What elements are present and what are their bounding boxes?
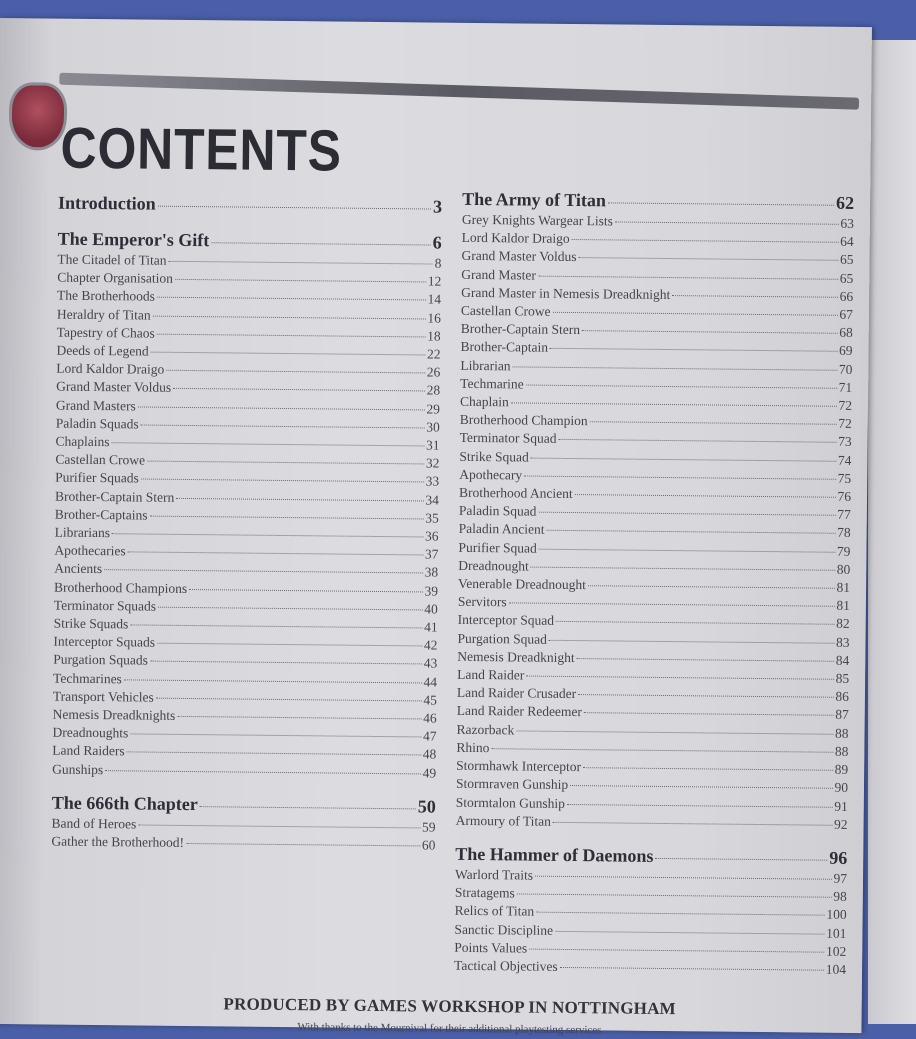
toc-label: Deeds of Legend [56, 342, 149, 359]
toc-page-number: 78 [837, 525, 851, 541]
dot-leader [158, 206, 431, 210]
toc-label: Librarian [460, 357, 511, 373]
toc-label: Brotherhood Champion [459, 412, 588, 429]
toc-label: Chaplains [55, 433, 110, 450]
toc-page-number: 47 [422, 728, 437, 744]
toc-entry-row [454, 957, 846, 979]
toc-page-number: 101 [826, 925, 847, 941]
dot-leader [147, 461, 424, 465]
toc-page-number: 35 [425, 510, 439, 526]
dot-leader [584, 713, 833, 717]
dot-leader [526, 384, 837, 388]
toc-label: Brother-Captain Stern [54, 488, 175, 505]
toc-page-number: 38 [424, 564, 439, 581]
toc-label: Sanctic Discipline [454, 921, 554, 938]
toc-page-number: 104 [825, 961, 847, 977]
toc-page-number: 49 [422, 765, 437, 781]
dot-leader [555, 930, 824, 934]
toc-label: Paladin Squad [458, 503, 537, 519]
toc-page-number: 33 [425, 473, 440, 490]
toc-page-number: 96 [829, 847, 848, 868]
dot-leader [153, 315, 426, 319]
toc-page-number: 12 [427, 273, 442, 289]
toc-page-number: 91 [834, 798, 848, 814]
toc-label: Band of Heroes [51, 815, 137, 832]
toc-label: Nemesis Dreadknights [52, 706, 176, 723]
toc-label: Brother-Captains [54, 506, 148, 523]
toc-page-number: 39 [424, 583, 439, 599]
dot-leader [157, 297, 426, 301]
toc-label: Purifier Squad [458, 539, 537, 556]
dot-leader [516, 730, 833, 734]
toc-page-number: 30 [426, 419, 440, 435]
toc-page-number: 73 [838, 434, 852, 450]
dot-leader [157, 643, 422, 647]
dot-leader [549, 639, 834, 643]
toc-page-number: 63 [840, 215, 854, 231]
dot-leader [570, 785, 832, 789]
toc-label: Chaplain [459, 393, 509, 410]
toc-page-number: 16 [427, 310, 441, 326]
dot-leader [166, 370, 425, 374]
toc-label: Stratagems [454, 884, 515, 901]
dot-leader [524, 475, 836, 479]
toc-label: Heraldry of Titan [56, 306, 151, 323]
dot-leader [572, 239, 839, 243]
toc-label: Ancients [54, 561, 103, 577]
toc-label: The Citadel of Titan [57, 251, 167, 268]
dot-leader [577, 658, 834, 662]
toc-label: Techmarines [53, 670, 122, 686]
toc-label: Terminator Squad [459, 430, 557, 447]
credits-subtext: With thanks to the Mournival for their additional playtesting services [297, 1021, 602, 1037]
toc-page-number: 41 [424, 619, 438, 635]
toc-page-number: 31 [425, 437, 440, 453]
decorative-top-border [59, 73, 859, 110]
toc-page-number: 79 [836, 543, 851, 559]
dot-leader [655, 858, 827, 861]
toc-label: Armoury of Titan [455, 812, 551, 829]
toc-page-number: 97 [833, 870, 848, 886]
toc-page-number: 43 [423, 655, 438, 672]
toc-page-number: 82 [836, 616, 850, 632]
toc-label: Gather the Brotherhood! [51, 833, 185, 851]
dot-leader [590, 421, 837, 425]
toc-label: Land Raider [457, 666, 525, 683]
toc-page-number: 8 [434, 255, 442, 271]
page-title: CONTENTS [60, 115, 343, 184]
toc-page-number: 65 [839, 252, 854, 268]
toc-label: Castellan Crowe [55, 451, 146, 468]
dot-leader [535, 876, 831, 880]
toc-page-number: 3 [432, 196, 443, 217]
toc-label: Apothecaries [54, 542, 126, 559]
toc-page-number: 102 [825, 943, 847, 959]
toc-label: Grand Master [461, 266, 537, 283]
toc-page-number: 14 [427, 291, 442, 308]
toc-label: Brother-Captain Stern [460, 321, 581, 338]
dot-leader [176, 498, 423, 502]
toc-label: Introduction [57, 192, 156, 214]
toc-label: Paladin Ancient [458, 521, 545, 538]
toc-label: Interceptor Squad [457, 612, 555, 629]
dot-leader [588, 585, 835, 589]
toc-label: Apothecary [459, 466, 523, 483]
toc-label: Rhino [456, 739, 490, 756]
toc-page-number: 36 [425, 528, 439, 544]
dot-leader [539, 548, 835, 552]
toc-page-number: 26 [426, 364, 441, 380]
toc-label: Techmarine [460, 375, 524, 392]
dot-leader [151, 352, 425, 356]
dot-leader [529, 948, 824, 952]
dot-leader [175, 279, 426, 283]
toc-page-number: 81 [836, 598, 850, 614]
toc-page-number: 88 [834, 743, 849, 759]
dot-leader [559, 439, 837, 443]
toc-label: Stormtalon Gunship [455, 794, 566, 811]
toc-page-number: 62 [836, 192, 855, 213]
dot-leader [582, 330, 837, 334]
toc-right-column [454, 187, 854, 979]
toc-page-number: 42 [423, 637, 438, 653]
toc-label: Transport Vehicles [52, 688, 154, 705]
toc-page-number: 50 [417, 796, 436, 817]
toc-page-number: 72 [838, 397, 853, 413]
toc-label: Interceptor Squads [53, 633, 156, 650]
toc-label: Servitors [457, 594, 507, 610]
toc-page-number: 28 [426, 382, 441, 399]
toc-label: Stormraven Gunship [455, 776, 569, 793]
dot-leader [157, 333, 425, 337]
toc-page-number: 66 [839, 288, 854, 304]
dot-leader [536, 912, 824, 916]
toc-page-number: 70 [838, 361, 853, 377]
toc-label: Purgation Squads [53, 652, 148, 669]
dot-leader [130, 624, 422, 628]
toc-page-number: 100 [826, 907, 847, 923]
toc-page-number: 69 [838, 343, 853, 359]
dot-leader [128, 552, 423, 556]
book-page [0, 18, 872, 1037]
dot-leader [112, 442, 424, 446]
toc-page-number: 37 [424, 546, 439, 562]
toc-label: Stormhawk Interceptor [456, 757, 582, 775]
dot-leader [186, 843, 420, 846]
toc-label: Razorback [456, 721, 515, 738]
dot-leader [575, 494, 836, 498]
toc-label: Grand Master Voldus [56, 379, 172, 396]
toc-page-number: 81 [836, 579, 851, 595]
toc-page-number: 85 [835, 670, 850, 687]
toc-page-number: 18 [427, 328, 441, 344]
toc-page-number: 60 [421, 837, 436, 853]
toc-page-number: 67 [839, 306, 854, 322]
dot-leader [112, 533, 423, 537]
toc-page-number: 72 [838, 416, 852, 432]
toc-page-number: 29 [426, 401, 441, 417]
toc-page-number: 64 [840, 234, 854, 250]
dot-leader [583, 767, 833, 771]
dot-leader [567, 803, 832, 807]
toc-label: Paladin Squads [55, 415, 139, 432]
dot-leader [141, 424, 425, 428]
toc-label: Castellan Crowe [460, 302, 551, 319]
toc-label: Points Values [454, 939, 528, 956]
next-page-edge [868, 40, 916, 1024]
dot-leader [531, 457, 836, 461]
toc-label: Relics of Titan [454, 903, 535, 919]
toc-page-number: 75 [837, 470, 852, 486]
dot-leader [517, 894, 831, 898]
toc-label: The Brotherhoods [57, 288, 156, 305]
dot-leader [553, 822, 832, 826]
toc-page-number: 32 [425, 455, 440, 471]
dot-leader [150, 515, 424, 519]
dot-leader [526, 676, 833, 680]
dot-leader [672, 295, 837, 298]
toc-page-number: 74 [837, 452, 852, 468]
dot-leader [150, 661, 422, 665]
toc-page-number: 22 [426, 346, 441, 362]
toc-label: Strike Squads [53, 615, 129, 632]
dot-leader [124, 679, 422, 683]
toc-left-column [51, 191, 442, 855]
dot-leader [189, 589, 422, 592]
dot-leader [560, 967, 824, 971]
dot-leader [141, 479, 424, 483]
toc-label: Lord Kaldor Draigo [461, 230, 570, 247]
dot-leader [579, 257, 838, 261]
dot-leader [553, 312, 838, 316]
toc-label: Land Raiders [52, 743, 125, 759]
dot-leader [104, 570, 422, 574]
toc-page-number: 87 [835, 707, 849, 723]
toc-label: Brotherhood Ancient [458, 484, 573, 502]
toc-page-number: 88 [834, 725, 849, 741]
toc-page-number: 89 [834, 761, 849, 778]
toc-label: Brother-Captain [460, 339, 549, 356]
toc-label: Brotherhood Champions [53, 579, 188, 596]
toc-page-number: 90 [834, 780, 849, 796]
dot-leader [200, 806, 416, 809]
dot-leader [169, 261, 433, 265]
dot-leader [156, 698, 422, 702]
toc-page-number: 80 [836, 561, 851, 577]
toc-page-number: 48 [422, 746, 437, 763]
toc-label: Strike Squad [459, 448, 529, 465]
dot-leader [538, 512, 835, 516]
toc-label: Nemesis Dreadknight [457, 648, 575, 665]
toc-page-number: 76 [837, 488, 852, 504]
toc-label: The Army of Titan [462, 188, 607, 211]
dot-leader [513, 366, 837, 370]
dot-leader [211, 242, 430, 245]
toc-label: Lord Kaldor Draigo [56, 360, 165, 377]
toc-page-number: 46 [423, 710, 437, 726]
toc-label: Tapestry of Chaos [56, 324, 155, 341]
dot-leader [491, 748, 832, 753]
toc-label: Land Raider Redeemer [456, 703, 583, 720]
toc-label: Land Raider Crusader [456, 685, 577, 702]
toc-page-number: 6 [432, 232, 442, 253]
toc-label: Grey Knights Wargear Lists [461, 211, 614, 229]
dot-leader [127, 752, 421, 756]
dot-leader [138, 824, 420, 828]
toc-page-number: 40 [424, 601, 438, 617]
dot-leader [608, 202, 834, 205]
toc-label: Terminator Squads [53, 597, 157, 614]
dot-leader [511, 402, 837, 406]
toc-label: The Emperor's Gift [57, 228, 210, 251]
toc-label: The 666th Chapter [51, 792, 198, 815]
toc-label: Grand Masters [55, 397, 136, 414]
toc-page-number: 98 [833, 888, 847, 905]
dot-leader [556, 621, 834, 625]
toc-page-number: 83 [835, 634, 850, 650]
toc-page-number: 84 [835, 652, 850, 668]
toc-page-number: 86 [835, 689, 850, 705]
dot-leader [158, 607, 422, 611]
toc-page-number: 92 [834, 816, 848, 832]
toc-section-row [58, 191, 442, 219]
toc-page-number: 59 [421, 819, 436, 835]
dot-leader [550, 348, 837, 352]
dot-leader [615, 221, 838, 224]
toc-label: Dreadnought [458, 557, 529, 574]
toc-label: The Hammer of Daemons [455, 843, 654, 866]
credits-heading: PRODUCED BY GAMES WORKSHOP IN NOTTINGHAM [223, 994, 676, 1019]
chapter-emblem-icon [9, 82, 68, 151]
dot-leader [531, 566, 835, 570]
toc-label: Venerable Dreadnought [458, 575, 587, 593]
toc-label: Grand Master in Nemesis Dreadknight [461, 284, 671, 302]
dot-leader [173, 388, 424, 392]
toc-label: Purifier Squads [55, 470, 139, 486]
dot-leader [538, 275, 838, 279]
toc-entry-row [51, 833, 435, 855]
toc-page-number: 71 [838, 379, 853, 395]
toc-page-number: 34 [425, 492, 440, 508]
toc-page-number: 77 [837, 507, 851, 523]
toc-label: Dreadnoughts [52, 724, 129, 741]
dot-leader [177, 716, 421, 720]
dot-leader [547, 530, 836, 534]
toc-label: Librarians [54, 524, 111, 541]
dot-leader [138, 406, 425, 410]
dot-leader [130, 734, 421, 738]
toc-label: Warlord Traits [454, 866, 534, 883]
dot-leader [578, 694, 833, 698]
toc-page-number: 45 [423, 692, 437, 708]
toc-label: Tactical Objectives [454, 957, 558, 974]
toc-label: Gunships [52, 761, 104, 777]
toc-page-number: 68 [839, 325, 853, 341]
toc-page-number: 65 [839, 270, 854, 286]
dot-leader [105, 770, 420, 774]
toc-label: Purgation Squad [457, 630, 547, 647]
toc-page-number: 44 [423, 674, 438, 690]
dot-leader [509, 603, 835, 607]
toc-label: Chapter Organisation [57, 269, 173, 287]
toc-label: Grand Master Voldus [461, 248, 577, 265]
